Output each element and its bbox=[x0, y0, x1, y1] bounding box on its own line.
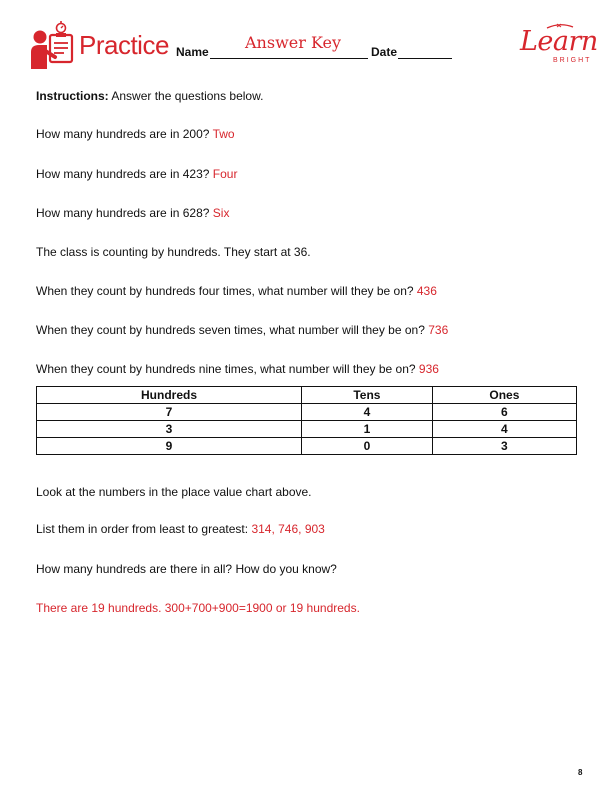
how-many-question: How many hundreds are there in all? How do you know? bbox=[36, 562, 337, 576]
table-cell: 4 bbox=[432, 421, 576, 438]
table-cell: 9 bbox=[37, 438, 302, 455]
instructions-text: Answer the questions below. bbox=[108, 89, 264, 103]
table-cell: 7 bbox=[37, 404, 302, 421]
practice-person-icon bbox=[30, 20, 76, 70]
question-1 bbox=[36, 127, 235, 141]
logo-learn: Learn bbox=[520, 26, 598, 57]
counting-question-2 bbox=[36, 323, 448, 337]
question-text: How many hundreds are in 423? bbox=[36, 167, 213, 181]
final-answer: There are 19 hundreds. 300+700+900=1900 or 19 hundreds. bbox=[36, 601, 360, 615]
name-label: Name bbox=[176, 45, 209, 59]
name-line bbox=[210, 58, 368, 59]
table-cell: 1 bbox=[302, 421, 433, 438]
table-cell: 6 bbox=[432, 404, 576, 421]
question-text: How many hundreds are in 628? bbox=[36, 206, 213, 220]
stopwatch-icon bbox=[57, 21, 66, 33]
date-label: Date bbox=[371, 45, 398, 59]
table-header-cell: Tens bbox=[302, 387, 433, 404]
table-header-cell: Hundreds bbox=[37, 387, 302, 404]
answer-text: 936 bbox=[418, 362, 439, 376]
table-cell: 3 bbox=[37, 421, 302, 438]
table-row bbox=[37, 421, 577, 438]
place-value-table bbox=[36, 386, 577, 455]
table-row bbox=[37, 438, 577, 455]
counting-question-1 bbox=[36, 284, 437, 298]
instructions bbox=[36, 89, 263, 103]
question-text: How many hundreds are in 200? bbox=[36, 127, 213, 141]
table-cell: 3 bbox=[432, 438, 576, 455]
question-2 bbox=[36, 167, 237, 181]
question-text: When they count by hundreds four times, what number will they be on? bbox=[36, 284, 417, 298]
table-header-row bbox=[37, 387, 577, 404]
page-number: 8 bbox=[578, 768, 583, 777]
table-row bbox=[37, 404, 577, 421]
counting-question-3 bbox=[36, 362, 439, 376]
answer-text: 736 bbox=[428, 323, 449, 337]
answer-text: 314, 746, 903 bbox=[251, 522, 325, 536]
look-instruction: Look at the numbers in the place value chart above. bbox=[36, 485, 312, 499]
table-cell: 4 bbox=[302, 404, 433, 421]
order-question bbox=[36, 522, 325, 536]
question-3 bbox=[36, 206, 229, 220]
question-text: When they count by hundreds nine times, what number will they be on? bbox=[36, 362, 419, 376]
logo-bright: BRIGHT bbox=[553, 57, 592, 64]
question-text: List them in order from least to greatest: bbox=[36, 522, 252, 536]
answer-key-text: Answer Key bbox=[245, 33, 341, 52]
counting-intro: The class is counting by hundreds. They start at 36. bbox=[36, 245, 311, 259]
table-header-cell: Ones bbox=[432, 387, 576, 404]
answer-text: Two bbox=[212, 127, 235, 141]
question-text: When they count by hundreds seven times, what number will they be on? bbox=[36, 323, 429, 337]
answer-text: Four bbox=[212, 167, 238, 181]
date-line bbox=[398, 58, 452, 59]
answer-text: Six bbox=[212, 206, 230, 220]
table-cell: 0 bbox=[302, 438, 433, 455]
answer-text: 436 bbox=[416, 284, 437, 298]
instructions-label: Instructions: bbox=[36, 89, 109, 103]
page-title: Practice bbox=[79, 30, 169, 60]
